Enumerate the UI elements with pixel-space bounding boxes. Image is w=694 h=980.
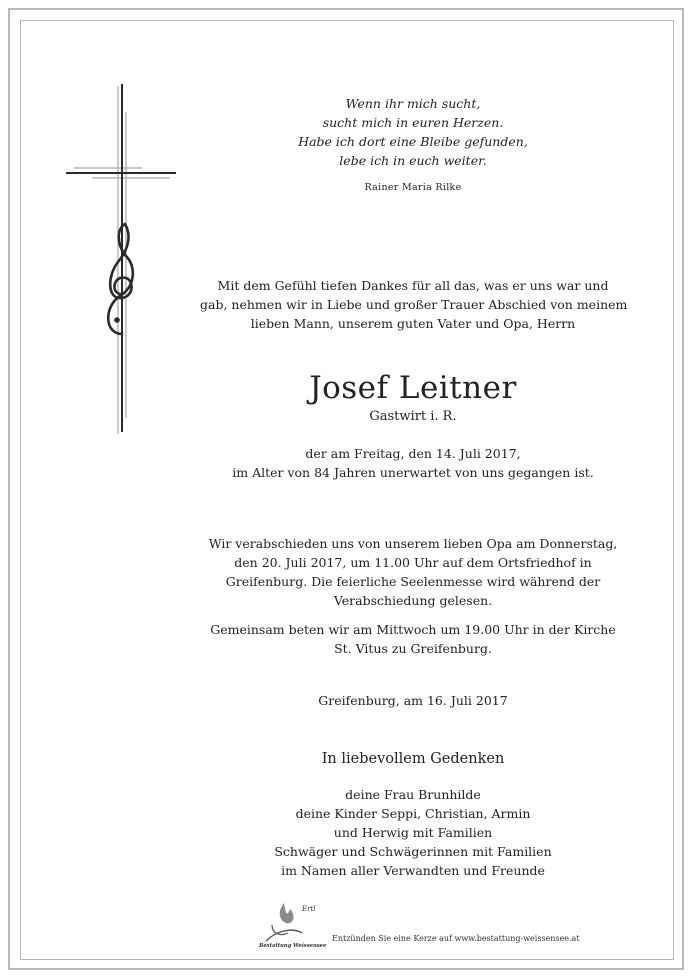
farewell-line: Greifenburg. Die feierliche Seelenmesse wird während der	[225, 574, 601, 589]
farewell-line: Wir verabschieden uns von unserem lieben Opa am Donnerstag,	[208, 536, 618, 551]
intro-line: Mit dem Gefühl tiefen Dankes für all das, was er uns war und	[217, 278, 609, 293]
mourners-list	[200, 785, 626, 880]
prayer-line: St. Vitus zu Greifenburg.	[334, 641, 492, 656]
prayer-line: Gemeinsam beten wir am Mittwoch um 19.00 Uhr in der Kirche	[210, 622, 616, 637]
poem-line: Habe ich dort eine Bleibe gefunden,	[298, 134, 528, 149]
prayer-text	[200, 620, 626, 658]
logo-text-bottom: Bestattung Weissensee	[259, 943, 327, 949]
intro-line: gab, nehmen wir in Liebe und großer Trauer Abschied von meinem	[200, 297, 628, 312]
passed-line: im Alter von 84 Jahren unerwartet von uns gegangen ist.	[232, 465, 594, 480]
poem-line: lebe ich in euch weiter.	[339, 153, 487, 168]
farewell-line: Verabschiedung gelesen.	[333, 593, 493, 608]
mourner-line: deine Kinder Seppi, Christian, Armin	[295, 806, 531, 821]
poem-author: Rainer Maria Rilke	[364, 182, 462, 193]
poem-line: Wenn ihr mich sucht,	[345, 96, 481, 111]
intro-line: lieben Mann, unserem guten Vater und Opa, Herrn	[250, 316, 576, 331]
mourner-line: und Herwig mit Familien	[333, 825, 493, 840]
farewell-text	[200, 534, 626, 610]
cross-with-treble-clef-icon	[62, 84, 182, 434]
intro-text	[200, 276, 626, 333]
poem	[200, 94, 626, 170]
mourner-line: im Namen aller Verwandten und Freunde	[281, 863, 545, 878]
deceased-title: Gastwirt i. R.	[369, 409, 457, 424]
mourner-line: Schwäger und Schwägerinnen mit Familien	[274, 844, 552, 859]
deceased-name: Josef Leitner	[309, 370, 517, 406]
logo-text-top: Ertl	[302, 905, 316, 913]
place-date: Greifenburg, am 16. Juli 2017	[318, 693, 508, 708]
footer-candle-link[interactable]: Entzünden Sie eine Kerze auf www.bestattung-weissensee.at	[332, 934, 580, 943]
passed-line: der am Freitag, den 14. Juli 2017,	[305, 446, 521, 461]
mourner-line: deine Frau Brunhilde	[345, 787, 481, 802]
passed-text	[200, 444, 626, 482]
candle-logo-icon	[258, 897, 330, 951]
poem-line: sucht mich in euren Herzen.	[322, 115, 504, 130]
farewell-line: den 20. Juli 2017, um 11.00 Uhr auf dem Ortsfriedhof in	[234, 555, 592, 570]
gedenken-title: In liebevollem Gedenken	[321, 751, 505, 767]
